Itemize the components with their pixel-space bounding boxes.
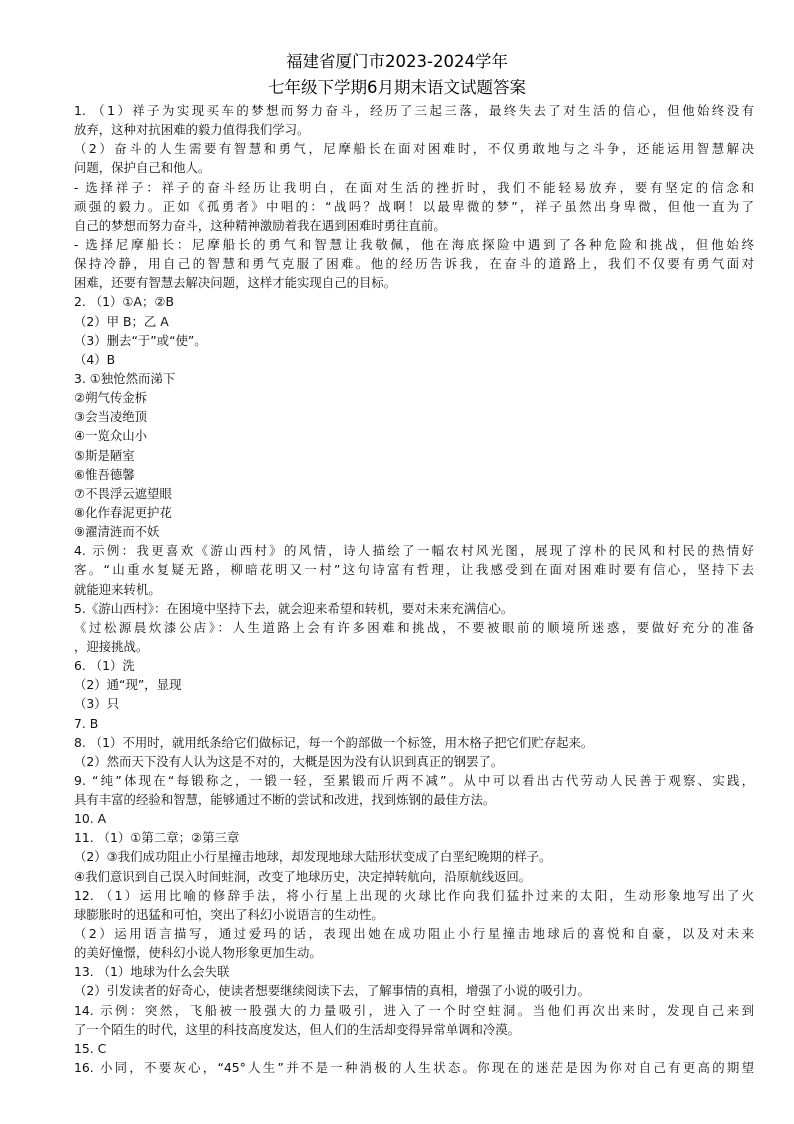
answer-body [74,101,754,1077]
text-line: 就能迎来转机。 [74,581,161,597]
text-line: ⑦不畏浮云遮望眼 [74,485,172,501]
text-line: （2）运用语言描写，通过爱玛的话，表现出她在成功阻止小行星撞击地球后的喜悦和自豪，以及对未来 [74,926,754,942]
text-line: 放弃，这种对抗困难的毅力值得我们学习。 [74,122,310,138]
text-line: ④我们意识到自己误入时间蛀洞，改变了地球历史，决定掉转航向，沿原航线返回。 [74,868,532,884]
text-line: 2. （1）①A；②B [74,294,175,310]
text-line: 8. （1）不用时，就用纸条给它们做标记，每一个韵部做一个标签，用木格子把它们贮存起来。 [74,734,594,750]
text-line: - 选择祥子：祥子的奋斗经历让我明白，在面对生活的挫折时，我们不能轻易放弃，要有坚定的信念和 [74,179,754,195]
text-line: ⑧化作春泥更护花 [74,504,172,520]
text-line: （4）B [74,351,116,367]
text-line: （2）③我们成功阻止小行星撞击地球，却发现地球大陆形状变成了白垩纪晚期的样子。 [74,849,552,865]
text-line: 的美好憧憬，使科幻小说人物形象更加生动。 [74,945,322,961]
text-line: 6. （1）洗 [74,658,135,674]
text-line: 16. 小同，不要灰心，“45°人生”并不是一种消极的人生状态。你现在的迷茫是因为你对自己有更高的期望 [74,1060,754,1076]
text-line: （2）然而天下没有人认为这是不对的，大概是因为没有认识到真正的钢罢了。 [74,753,504,769]
text-line: 11. （1）①第二章；②第三章 [74,830,240,846]
text-line: 5.《游山西村》：在困境中坚持下去，就会迎来希望和转机，要对未来充满信心。 [74,600,514,616]
text-line: 15. C [74,1040,107,1056]
text-line: ，迎接挑战。 [74,638,149,654]
text-line: 顽强的毅力。正如《孤勇者》中唱的：“战吗？战啊！以最卑微的梦”，祥子虽然出身卑微，但他一直为了 [74,198,754,214]
text-line: 自己的梦想而努力奋斗，这种精神激励着我在遇到困难时勇往直前。 [74,217,446,233]
text-line: 《过松源晨炊漆公店》：人生道路上会有许多困难和挑战，不要被眼前的顺境所迷惑，要做好充分的准备 [74,619,754,635]
text-line: 困难，还要有智慧去解决问题，这样才能实现自己的目标。 [74,275,397,291]
document-title-line2: 七年级下学期6月期末语文试题答案 [268,78,526,97]
text-line: （2）通“现”，显现 [74,677,182,693]
text-line: 14. 示例：突然，飞船被一股强大的力量吸引，进入了一个时空蛀洞。当他们再次出来时，发现自己来到 [74,1002,754,1018]
text-line: （2）奋斗的人生需要有智慧和勇气，尼摩船长在面对困难时，不仅勇敢地与之斗争，还能运用智慧解决 [74,141,754,157]
text-line: 3. ①独怆然而涕下 [74,370,176,386]
text-line: ⑥惟吾德馨 [74,466,135,482]
text-line: 13. （1）地球为什么会失联 [74,964,230,980]
text-line: （2）引发读者的好奇心，使读者想要继续阅读下去，了解事情的真相，增强了小说的吸引力。 [74,983,590,999]
text-line: 10. A [74,811,107,827]
text-line: 客。“山重水复疑无路，柳暗花明又一村”这句诗富有哲理，让我感受到在面对困难时要有信心，坚持下去 [74,562,754,578]
text-line: 7. B [74,715,99,731]
text-line: 9. “纯”体现在“每锻称之，一锻一轻，至累锻而斤两不减”。从中可以看出古代劳动人民善于观察、实践， [74,772,754,788]
text-line: - 选择尼摩船长：尼摩船长的勇气和智慧让我敬佩，他在海底探险中遇到了各种危险和挑战，但他始终 [74,236,754,252]
text-line: （3）只 [74,696,120,712]
text-line: 12. （1）运用比喻的修辞手法，将小行星上出现的火球比作向我们猛扑过来的太阳，生动形象地写出了火 [74,887,754,903]
text-line: ④一览众山小 [74,428,148,444]
text-line: 球膨胀时的迅猛和可怕，突出了科幻小说语言的生动性。 [74,906,384,922]
text-line: 保持冷静，用自己的智慧和勇气克服了困难。他的经历告诉我，在奋斗的道路上，我们不仅要有勇气面对 [74,256,754,272]
text-line: （2）甲 B；乙 A [74,313,169,329]
text-line: 问题，保护自己和他人。 [74,160,211,176]
text-line: 具有丰富的经验和智慧，能够通过不断的尝试和改进，找到炼钢的最佳方法。 [74,792,496,808]
text-line: （3）删去“于”或“使”。 [74,332,207,348]
text-line: ⑤斯是陋室 [74,447,135,463]
text-line: 了一个陌生的时代，这里的科技高度发达，但人们的生活却变得异常单调和冷漠。 [74,1021,521,1037]
text-line: ②朔气传金柝 [74,390,148,406]
text-line: ⑨濯清涟而不妖 [74,524,160,540]
document-title-line1: 福建省厦门市2023-2024学年 [286,52,508,71]
text-line: ③会当凌绝顶 [74,409,148,425]
text-line: 1. （1）祥子为实现买车的梦想而努力奋斗，经历了三起三落，最终失去了对生活的信心，但他始终没有 [74,103,754,118]
text-line: 4. 示例：我更喜欢《游山西村》的风情，诗人描绘了一幅农村风光图，展现了淳朴的民风和村民的热情好 [74,543,754,559]
